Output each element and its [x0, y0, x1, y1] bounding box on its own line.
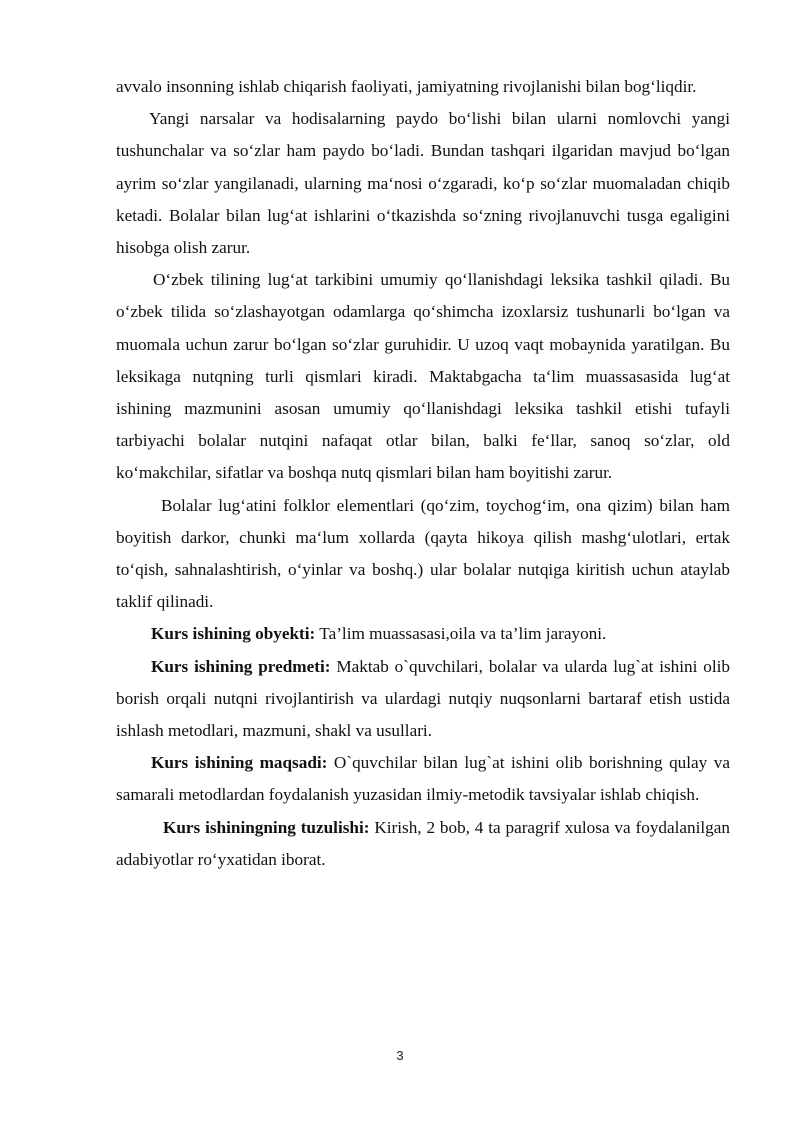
paragraph-object	[116, 618, 730, 650]
structure-text: Kirish, 2 bob, 4 ta paragrif xulosa va foydalanilgan adabiyotlar ro‘yxatidan iborat.	[116, 817, 730, 869]
object-text: Ta’lim muassasasi,oila va ta’lim jarayoni.	[315, 624, 607, 644]
object-label: Kurs ishining obyekti:	[151, 624, 316, 644]
paragraph-3-text: O‘zbek tilining lug‘at tarkibini umumiy qo‘llanishdagi leksika tashkil qiladi. Bu o‘zbek tilida so‘zlashayotgan odamlarga qo‘shimcha izoxlarsiz tushunarli bo‘lgan va muomala uchun zarur bo‘lgan so‘zlar guruhidir. U uzoq vaqt mobaynida yaratilgan. Bu leksikaga nutqning turli qismlari kiradi. Maktabgacha ta‘lim muassasasida lug‘at ishining mazmunini asosan umumiy qo‘llanishdagi leksika tashkil etishi tufayli tarbiyachi bolalar nutqini nafaqat otlar bilan, balki fe‘llar, sanoq so‘zlar, old ko‘makchilar, sifatlar va boshqa nutq qismlari bilan ham boyitishi zarur.	[116, 270, 730, 483]
paragraph-1-text: avvalo insonning ishlab chiqarish faoliyati, jamiyatning rivojlanishi bilan bog‘liqdir.	[116, 77, 697, 96]
structure-label: Kurs ishiningning tuzulishi:	[163, 817, 370, 837]
paragraph-2	[116, 103, 730, 264]
goal-label: Kurs ishining maqsadi:	[151, 753, 328, 773]
paragraph-2-text: Yangi narsalar va hodisalarning paydo bo‘lishi bilan ularni nomlovchi yangi tushunchalar va so‘zlar ham paydo bo‘ladi. Bundan tashqari ilgaridan mavjud bo‘lgan ayrim so‘zlar yangilanadi, ularning ma‘nosi o‘zgaradi, ko‘p so‘zlar muomaladan chiqib ketadi. Bolalar bilan lug‘at ishlarini o‘tkazishda so‘zning rivojlanuvchi tusga egaligini hisobga olish zarur.	[116, 109, 730, 258]
paragraph-goal	[116, 747, 730, 811]
paragraph-4-text: Bolalar lug‘atini folklor elementlari (qo‘zim, toychog‘im, ona qizim) bilan ham boyitish darkor, chunki ma‘lum xollarda (qayta hikoya qilish mashg‘ulotlari, ertak to‘qish, sahnalashtirish, o‘yinlar va boshq.) ular bolalar nutqiga kiritish uchun ataylab taklif qilinadi.	[116, 495, 730, 612]
paragraph-structure	[116, 812, 730, 876]
paragraph-4	[116, 490, 730, 619]
paragraph-1	[116, 71, 730, 103]
paragraph-subject	[116, 651, 730, 748]
paragraph-3	[116, 264, 730, 489]
subject-text: Maktab o`quvchilari, bolalar va ularda lug`at ishini olib borish orqali nutqni rivojlantirish va ulardagi nutqiy nuqsonlarni bartaraf etish ustida ishlash metodlari, mazmuni, shakl va usullari.	[116, 656, 730, 741]
document-body	[116, 71, 730, 876]
goal-text: O`quvchilar bilan lug`at ishini olib borishning qulay va samarali metodlardan foydalanish yuzasidan ilmiy-metodik tavsiyalar ishlab chiqish.	[116, 753, 731, 805]
subject-label: Kurs ishining predmeti:	[151, 656, 331, 676]
page-number: 3	[396, 1048, 404, 1063]
